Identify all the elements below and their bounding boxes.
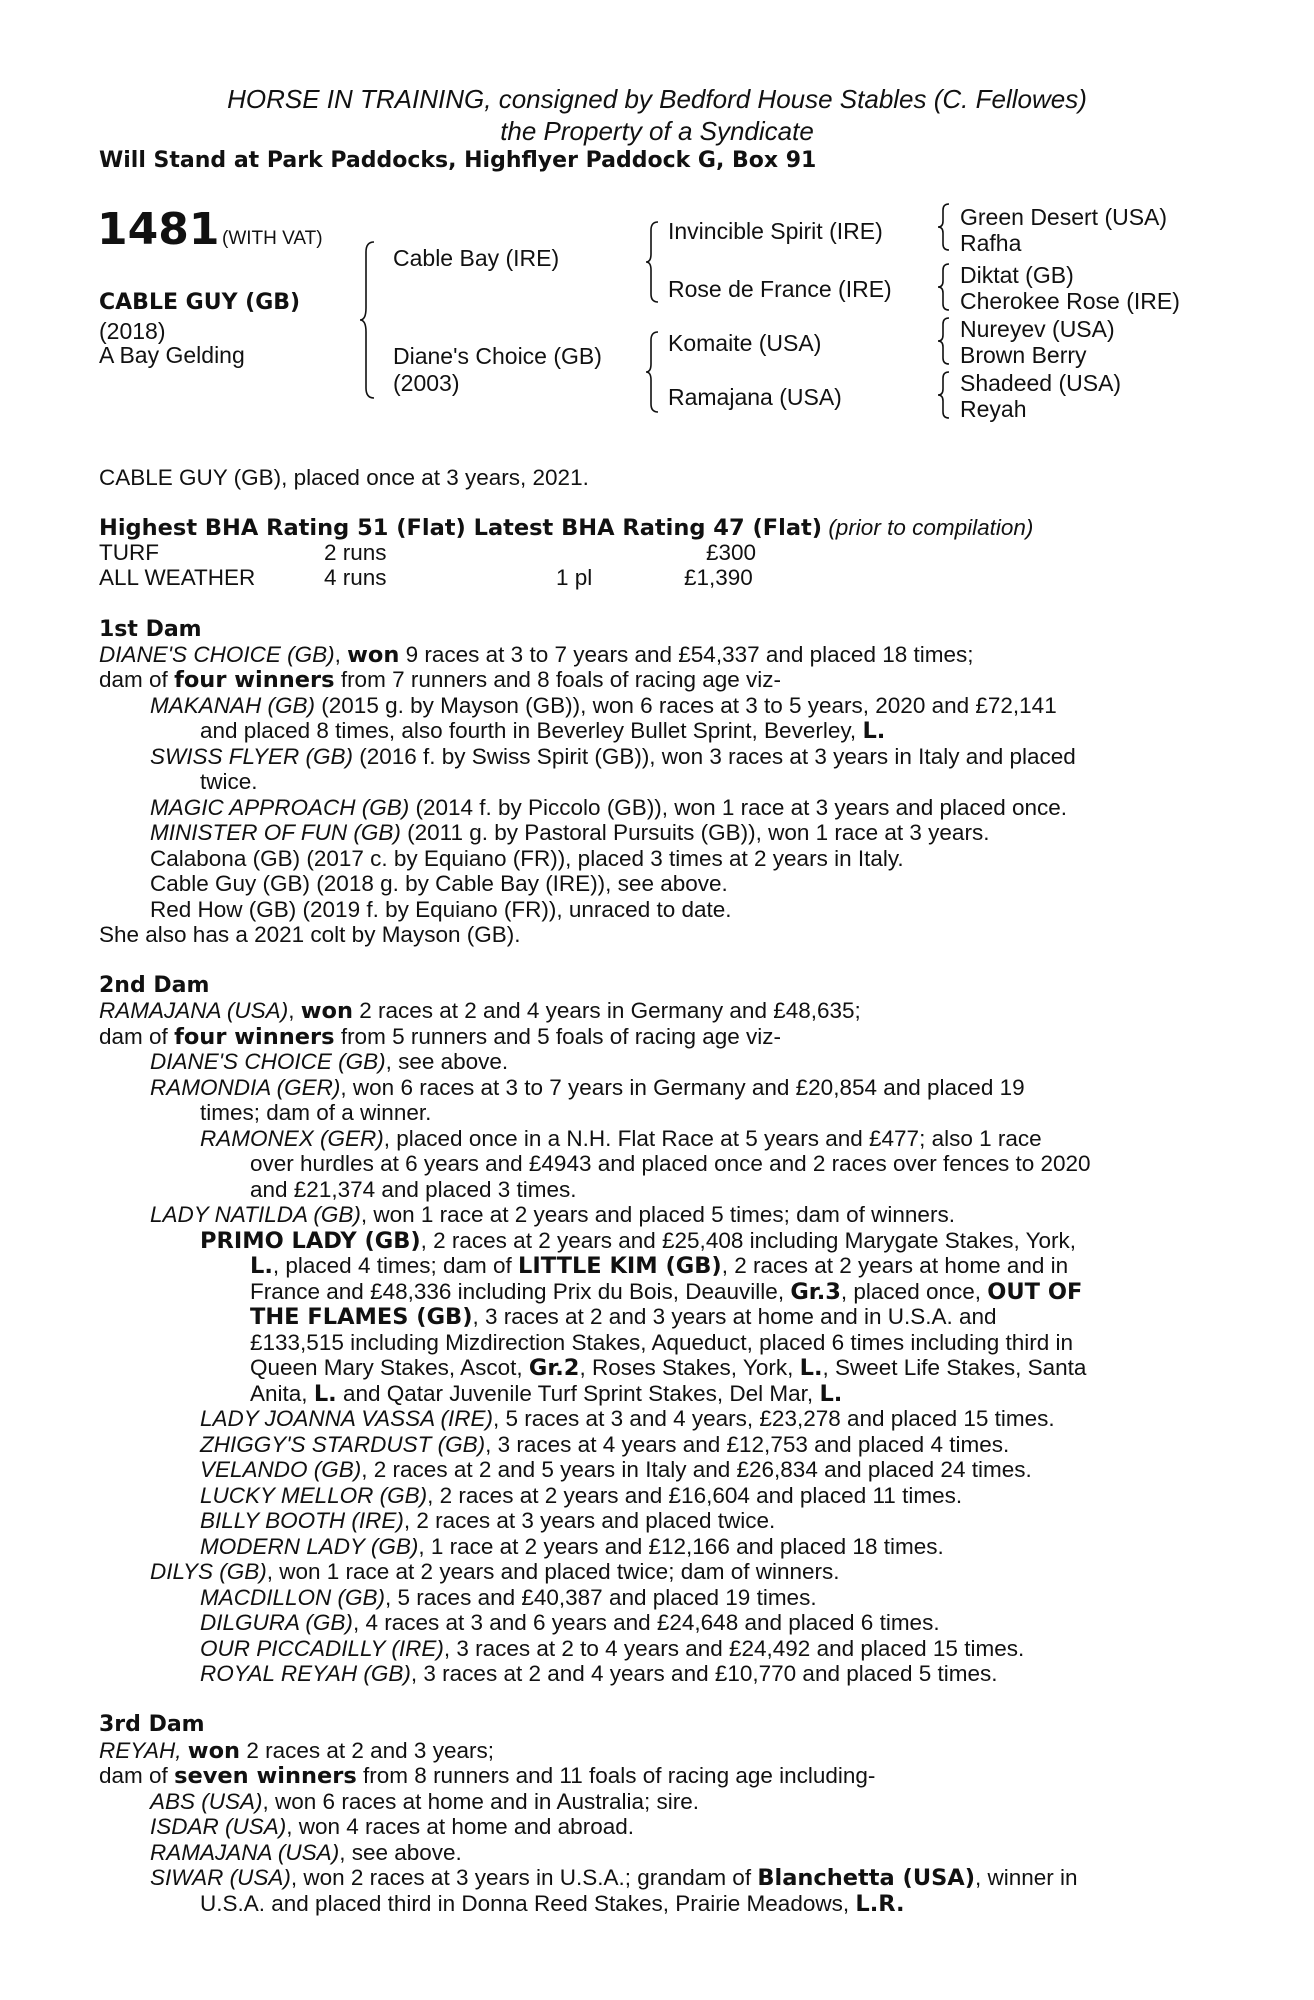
pedigree-dam-year: (2003)	[393, 370, 460, 396]
aw-runs: 4 runs	[324, 565, 387, 590]
winners-count: seven winners	[174, 1763, 357, 1789]
produce-name: VELANDO (GB)	[200, 1457, 362, 1482]
race-grade: L.R.	[855, 1891, 905, 1917]
pedigree-dam-dam: Ramajana (USA)	[668, 384, 842, 410]
produce-record: , 1 race at 2 years and £12,166 and placed 18 times.	[418, 1534, 944, 1559]
pedigree-g8: Reyah	[960, 396, 1027, 422]
pedigree-sire: Cable Bay (IRE)	[393, 245, 560, 271]
produce-name: PRIMO LADY (GB)	[200, 1228, 421, 1254]
second-dam-title: 2nd Dam	[99, 973, 210, 998]
first-dam-record: 9 races at 3 to 7 years and £54,337 and placed 18 times;	[405, 642, 974, 667]
produce-redhow: Red How (GB) (2019 f. by Equiano (FR)), unraced to date.	[150, 897, 732, 922]
produce-primo-7	[250, 1381, 842, 1407]
produce-record: , see above.	[385, 1049, 509, 1074]
produce-colt: She also has a 2021 colt by Mayson (GB).	[99, 922, 521, 947]
produce-name: RAMONDIA (GER)	[150, 1075, 341, 1100]
third-dam-name: REYAH,	[99, 1738, 182, 1763]
produce-record: , 2 races at 2 years and £25,408 including Marygate Stakes, York,	[420, 1228, 1077, 1253]
produce-name: BILLY BOOTH (IRE)	[200, 1508, 404, 1533]
produce-billy	[200, 1508, 775, 1534]
first-dam-line1: DIANE'S CHOICE (GB), won 9 races at 3 to 7 years and £54,337 and placed 18 times;	[99, 642, 974, 668]
pedigree-brace-main	[360, 240, 380, 400]
produce-vassa	[200, 1406, 1055, 1432]
produce-swiss	[150, 744, 1076, 770]
pedigree-g4: Cherokee Rose (IRE)	[960, 288, 1180, 314]
produce-ramonex-cont2: and £21,374 and placed 3 times.	[250, 1177, 577, 1202]
race-grade: L.	[250, 1253, 273, 1279]
produce-name: LITTLE KIM (GB)	[518, 1253, 722, 1279]
produce-record: , 2 races at 2 years and £16,604 and placed 11 times.	[427, 1483, 963, 1508]
produce-royal	[200, 1661, 998, 1687]
produce-record: , 2 races at 2 and 5 years in Italy and £26,834 and placed 24 times.	[361, 1457, 1032, 1482]
aw-placed: 1 pl	[556, 565, 593, 590]
produce-record: (2015 g. by Mayson (GB)), won 6 races at 3 to 5 years, 2020 and £72,141	[321, 693, 1057, 718]
produce-modern	[200, 1534, 944, 1560]
text: , Sweet Life Stakes, Santa	[822, 1355, 1087, 1380]
produce-name: LUCKY MELLOR (GB)	[200, 1483, 428, 1508]
produce-name: THE FLAMES (GB)	[250, 1304, 473, 1330]
produce-abs	[150, 1789, 699, 1815]
pedigree-sire-dam: Rose de France (IRE)	[668, 276, 892, 302]
produce-name: Blanchetta (USA)	[757, 1865, 976, 1891]
text: Queen Mary Stakes, Ascot,	[250, 1355, 523, 1380]
produce-primo-3	[250, 1279, 1082, 1305]
aw-label: ALL WEATHER	[99, 565, 256, 590]
produce-dilgura	[200, 1610, 940, 1636]
produce-zhiggy	[200, 1432, 1009, 1458]
text: from 8 runners and 11 foals of racing age including-	[363, 1763, 876, 1788]
produce-name: ABS (USA)	[150, 1789, 263, 1814]
produce-record: , won 4 races at home and abroad.	[286, 1814, 634, 1839]
pedigree-brace-g2	[938, 262, 952, 312]
produce-name: MAGIC APPROACH (GB)	[150, 795, 410, 820]
produce-record: , 3 races at 2 and 4 years and £10,770 and placed 5 times.	[410, 1661, 998, 1686]
produce-name: ZHIGGY'S STARDUST (GB)	[200, 1432, 486, 1457]
text: dam of	[99, 667, 168, 692]
horse-description: A Bay Gelding	[99, 342, 245, 368]
race-grade: L.	[313, 1381, 337, 1407]
race-grade: L.	[819, 1381, 843, 1407]
race-grade: Gr.3	[790, 1279, 841, 1305]
produce-record: , 5 races and £40,387 and placed 19 times.	[385, 1585, 817, 1610]
first-dam-name: DIANE'S CHOICE (GB)	[99, 642, 335, 667]
produce-cableguy: Cable Guy (GB) (2018 g. by Cable Bay (IRE)), see above.	[150, 871, 728, 896]
produce-primo-6	[250, 1355, 1086, 1381]
text: Anita,	[250, 1381, 308, 1406]
produce-name: LADY JOANNA VASSA (IRE)	[200, 1406, 494, 1431]
produce-makanah	[150, 693, 1057, 719]
produce-piccadilly	[200, 1636, 1024, 1662]
winners-count: four winners	[174, 667, 335, 693]
rating-line	[99, 515, 1033, 541]
pedigree-sire-sire: Invincible Spirit (IRE)	[668, 218, 883, 244]
produce-natilda	[150, 1202, 955, 1228]
produce-ramajana	[150, 1840, 462, 1866]
produce-name: LADY NATILDA (GB)	[150, 1202, 361, 1227]
text: , 2 races at 2 years at home and in	[721, 1253, 1069, 1278]
pedigree-g7: Shadeed (USA)	[960, 370, 1122, 396]
text: , Roses Stakes, York,	[579, 1355, 794, 1380]
aw-amount: £1,390	[684, 565, 753, 590]
rating-note: (prior to compilation)	[828, 515, 1034, 540]
header-title: HORSE IN TRAINING, consigned by Bedford House Stables (C. Fellowes)	[227, 84, 1087, 114]
produce-name: SIWAR (USA)	[150, 1865, 291, 1890]
text: , winner in	[975, 1865, 1078, 1890]
winners-count: four winners	[174, 1024, 335, 1050]
third-dam-line1	[99, 1738, 494, 1764]
produce-primo-5: £133,515 including Mizdirection Stakes, Aqueduct, placed 6 times including third in	[250, 1330, 1073, 1355]
race-grade: L.	[862, 718, 886, 744]
second-dam-line2	[99, 1024, 781, 1050]
third-dam-line2	[99, 1763, 875, 1789]
produce-ramondia-cont: times; dam of a winner.	[200, 1100, 432, 1125]
pedigree-brace-g1	[938, 202, 952, 252]
horse-name: CABLE GUY (GB)	[99, 290, 301, 315]
second-dam-line1: RAMAJANA (USA), won 2 races at 2 and 4 years in Germany and £48,635;	[99, 998, 861, 1024]
produce-diane	[150, 1049, 508, 1075]
text: , placed once,	[840, 1279, 982, 1304]
race-grade: Gr.2	[528, 1355, 580, 1381]
produce-name: OUR PICCADILLY (IRE)	[200, 1636, 444, 1661]
third-dam-title: 3rd Dam	[99, 1712, 205, 1737]
won-label: won	[300, 998, 353, 1024]
pedigree-brace-g4	[938, 370, 952, 420]
produce-name: DILYS (GB)	[150, 1559, 267, 1584]
produce-record: , 3 races at 2 to 4 years and £24,492 and placed 15 times.	[443, 1636, 1025, 1661]
produce-ramondia	[150, 1075, 1025, 1101]
produce-name: SWISS FLYER (GB)	[150, 744, 353, 769]
produce-name: MODERN LADY (GB)	[200, 1534, 419, 1559]
turf-label: TURF	[99, 540, 159, 565]
pedigree-dam: Diane's Choice (GB)	[393, 343, 602, 369]
pedigree-g6: Brown Berry	[960, 342, 1087, 368]
produce-velando	[200, 1457, 1032, 1483]
second-dam-record: 2 races at 2 and 4 years in Germany and £48,635;	[359, 998, 861, 1023]
produce-name: OUT OF	[987, 1279, 1083, 1305]
third-dam-record: 2 races at 2 and 3 years;	[246, 1738, 494, 1763]
turf-amount: £300	[706, 540, 757, 565]
second-dam-name: RAMAJANA (USA)	[99, 998, 289, 1023]
produce-name: MAKANAH (GB)	[150, 693, 316, 718]
first-dam-line2	[99, 667, 781, 693]
produce-magic	[150, 795, 1067, 821]
produce-primo-4	[250, 1304, 997, 1330]
header-location: Will Stand at Park Paddocks, Highflyer Paddock G, Box 91	[99, 148, 817, 173]
produce-makanah-cont	[200, 718, 885, 744]
pedigree-g1: Green Desert (USA)	[960, 204, 1168, 230]
produce-dilys	[150, 1559, 840, 1585]
produce-record: , placed once in a N.H. Flat Race at 5 years and £477; also 1 race	[383, 1126, 1042, 1151]
text: U.S.A. and placed third in Donna Reed Stakes, Prairie Meadows,	[200, 1891, 850, 1916]
turf-runs: 2 runs	[324, 540, 387, 565]
produce-name: DIANE'S CHOICE (GB)	[150, 1049, 386, 1074]
produce-name: ISDAR (USA)	[150, 1814, 287, 1839]
produce-lucky	[200, 1483, 962, 1509]
pedigree-brace-sire	[646, 220, 662, 305]
pedigree-brace-g3	[938, 316, 952, 366]
rating-bold: Highest BHA Rating 51 (Flat) Latest BHA Rating 47 (Flat)	[99, 515, 823, 541]
produce-name: RAMONEX (GER)	[200, 1126, 384, 1151]
pedigree-g2: Rafha	[960, 230, 1022, 256]
produce-record: , won 6 races at home and in Australia; sire.	[262, 1789, 700, 1814]
produce-record: (2014 f. by Piccolo (GB)), won 1 race at 3 years and placed once.	[415, 795, 1068, 820]
pedigree-g5: Nureyev (USA)	[960, 316, 1115, 342]
produce-record: (2011 g. by Pastoral Pursuits (GB)), won 1 race at 3 years.	[407, 820, 990, 845]
produce-name: RAMAJANA (USA)	[150, 1840, 340, 1865]
header-subtitle: the Property of a Syndicate	[500, 116, 814, 146]
produce-primo	[200, 1228, 1076, 1254]
first-dam-title: 1st Dam	[99, 617, 202, 642]
lot-number: 1481	[97, 204, 220, 255]
produce-name: MACDILLON (GB)	[200, 1585, 386, 1610]
text: dam of	[99, 1024, 168, 1049]
produce-record: , 4 races at 3 and 6 years and £24,648 and placed 6 times.	[352, 1610, 940, 1635]
produce-isdar	[150, 1814, 634, 1840]
produce-name: ROYAL REYAH (GB)	[200, 1661, 411, 1686]
produce-calabona: Calabona (GB) (2017 c. by Equiano (FR)), placed 3 times at 2 years in Italy.	[150, 846, 904, 871]
produce-record: , won 2 races at 3 years in U.S.A.; grandam of	[290, 1865, 752, 1890]
produce-record: , see above.	[339, 1840, 462, 1865]
produce-siwar-cont	[200, 1891, 905, 1917]
produce-record: , 3 races at 4 years and £12,753 and placed 4 times.	[485, 1432, 1010, 1457]
produce-minister	[150, 820, 989, 846]
produce-record: , won 1 race at 2 years and placed 5 times; dam of winners.	[360, 1202, 955, 1227]
produce-siwar	[150, 1865, 1078, 1891]
produce-ramonex-cont: over hurdles at 6 years and £4943 and placed once and 2 races over fences to 2020	[250, 1151, 1091, 1176]
produce-name: MINISTER OF FUN (GB)	[150, 820, 401, 845]
produce-macdillon	[200, 1585, 817, 1611]
lot-vat: (WITH VAT)	[222, 228, 323, 249]
produce-record: (2016 f. by Swiss Spirit (GB)), won 3 races at 3 years in Italy and placed	[359, 744, 1076, 769]
produce-ramonex	[200, 1126, 1042, 1152]
won-label: won	[187, 1738, 241, 1764]
produce-record: , 5 races at 3 and 4 years, £23,278 and placed 15 times.	[493, 1406, 1055, 1431]
summary: CABLE GUY (GB), placed once at 3 years, 2021.	[99, 465, 589, 490]
text: and Qatar Juvenile Turf Sprint Stakes, Del Mar,	[342, 1381, 814, 1406]
text: from 7 runners and 8 foals of racing age viz-	[340, 667, 782, 692]
produce-record: , 2 races at 3 years and placed twice.	[403, 1508, 776, 1533]
produce-record: and placed 8 times, also fourth in Beverley Bullet Sprint, Beverley,	[200, 718, 857, 743]
text: from 5 runners and 5 foals of racing age viz-	[340, 1024, 782, 1049]
produce-swiss-cont: twice.	[200, 769, 258, 794]
produce-primo-2	[250, 1253, 1068, 1279]
won-label: won	[347, 642, 400, 668]
pedigree-g3: Diktat (GB)	[960, 262, 1074, 288]
text: dam of	[99, 1763, 168, 1788]
text: France and £48,336 including Prix du Bois, Deauville,	[250, 1279, 785, 1304]
pedigree-dam-sire: Komaite (USA)	[668, 330, 822, 356]
text: , placed 4 times; dam of	[272, 1253, 512, 1278]
horse-year: (2018)	[99, 318, 166, 344]
produce-record: , won 6 races at 3 to 7 years in Germany and £20,854 and placed 19	[340, 1075, 1025, 1100]
race-grade: L.	[799, 1355, 823, 1381]
text: , 3 races at 2 and 3 years at home and in U.S.A. and	[472, 1304, 997, 1329]
produce-record: , won 1 race at 2 years and placed twice; dam of winners.	[266, 1559, 840, 1584]
pedigree-brace-dam	[646, 330, 662, 415]
produce-name: DILGURA (GB)	[200, 1610, 353, 1635]
